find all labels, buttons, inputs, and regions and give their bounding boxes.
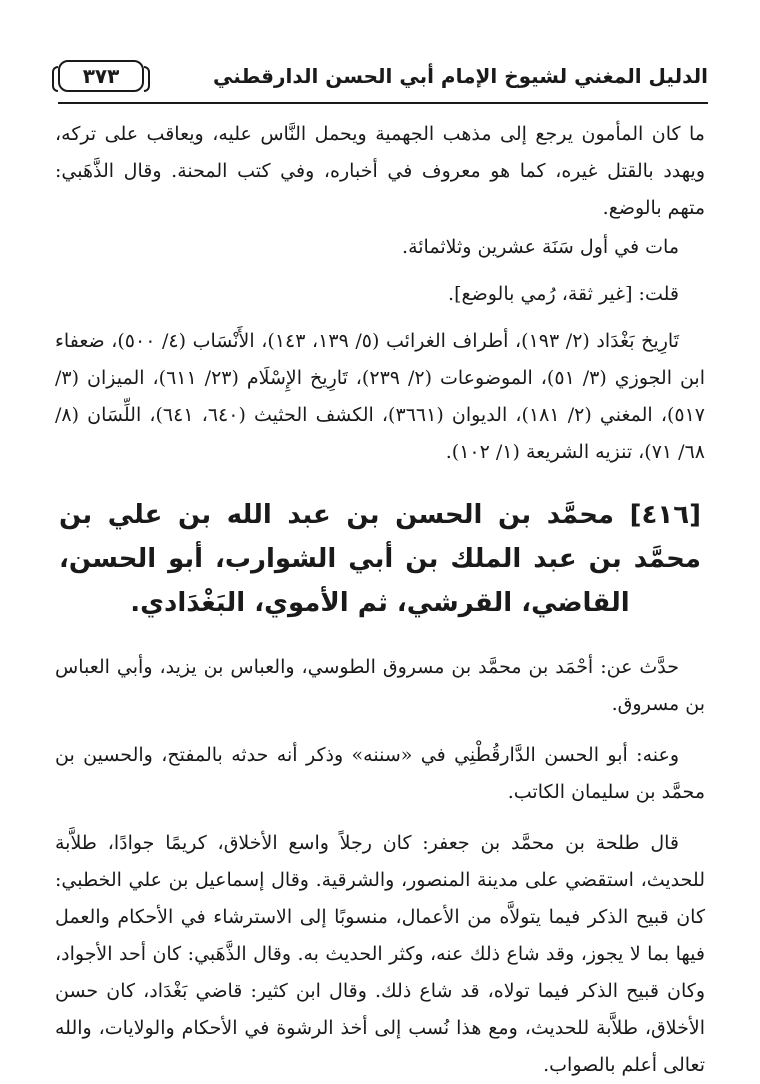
page-body xyxy=(55,116,705,1084)
paragraph-biography: قال طلحة بن محمَّد بن جعفر: كان رجلاً واسع الأخلاق، كريمًا جوادًا، طلاَّبة للحديث، استقضي على مدينة المنصور، والشرقية. وقال إسماعيل بن علي الخطبي: كان قبيح الذكر فيما يتولاَّه من الأعمال، منسوبًا إلى الاسترشاء في الأحكام والعمل فيها بما لا يجوز، وقد شاع ذلك عنه، وكثر الحديث به. وقال الذَّهَبي: كان أحد الأجواد، وكان قبيح الذكر فيما تولاه، قد شاع ذلك. وقال ابن كثير: قاضي بَغْدَاد، كان حسن الأخلاق، طلاَّبة للحديث، ومع هذا نُسب إلى أخذ الرشوة في الأحكام والولايات، والله تعالى أعلم بالصواب. xyxy=(55,832,705,1076)
paragraph-death-date: مات في أول سَنَة عشرين وثلاثمائة. xyxy=(402,236,679,258)
paragraph-verdict: قلت: [غير ثقة، رُمي بالوضع]. xyxy=(448,283,679,305)
page-header xyxy=(58,52,708,104)
paragraph-continuation: ما كان المأمون يرجع إلى مذهب الجهمية ويحمل النَّاس عليه، ويعاقب على تركه، ويهدد بالقتل غيره، كما هو معروف في أخباره، وفي كتب المحنة. وقال الذَّهَبي: متهم بالوضع. xyxy=(55,123,705,219)
running-title: الدليل المغني لشيوخ الإمام أبي الحسن الدارقطني xyxy=(213,64,708,88)
paragraph-narrators: وعنه: أبو الحسن الدَّارقُطْنِي في «سننه» وذكر أنه حدثه بالمفتح، والحسين بن محمَّد بن سليمان الكاتب. xyxy=(55,744,705,803)
page-number: ٣٧٣ xyxy=(82,64,120,88)
page-number-frame xyxy=(58,60,144,92)
paragraph-sources: تَارِيخ بَغْدَاد (٢/ ١٩٣)، أطراف الغرائب (٥/ ١٣٩، ١٤٣)، الأَنْسَاب (٤/ ٥٠٠)، ضعفاء ابن الجوزي (٣/ ٥١)، الموضوعات (٢/ ٢٣٩)، تَارِيخ الإِسْلَام (٢٣/ ٦١١)، الميزان (٣/ ٥١٧)، المغني (٢/ ١٨١)، الديوان (٣٦٦١)، الكشف الحثيث (٦٤٠، ٦٤١)، اللِّسَان (٨/ ٦٨/ ٧١)، تنزيه الشريعة (١/ ١٠٢). xyxy=(55,330,705,463)
paragraph-narrated-from: حدَّث عن: أحْمَد بن محمَّد بن مسروق الطوسي، والعباس بن يزيد، وأبي العباس بن مسروق. xyxy=(55,656,705,715)
header-divider xyxy=(58,102,708,104)
entry-heading: [٤١٦] محمَّد بن الحسن بن عبد الله بن علي بن محمَّد بن عبد الملك بن أبي الشوارب، أبو الحسن، القاضي، القرشي، ثم الأموي، البَغْدَادي. xyxy=(59,500,701,618)
